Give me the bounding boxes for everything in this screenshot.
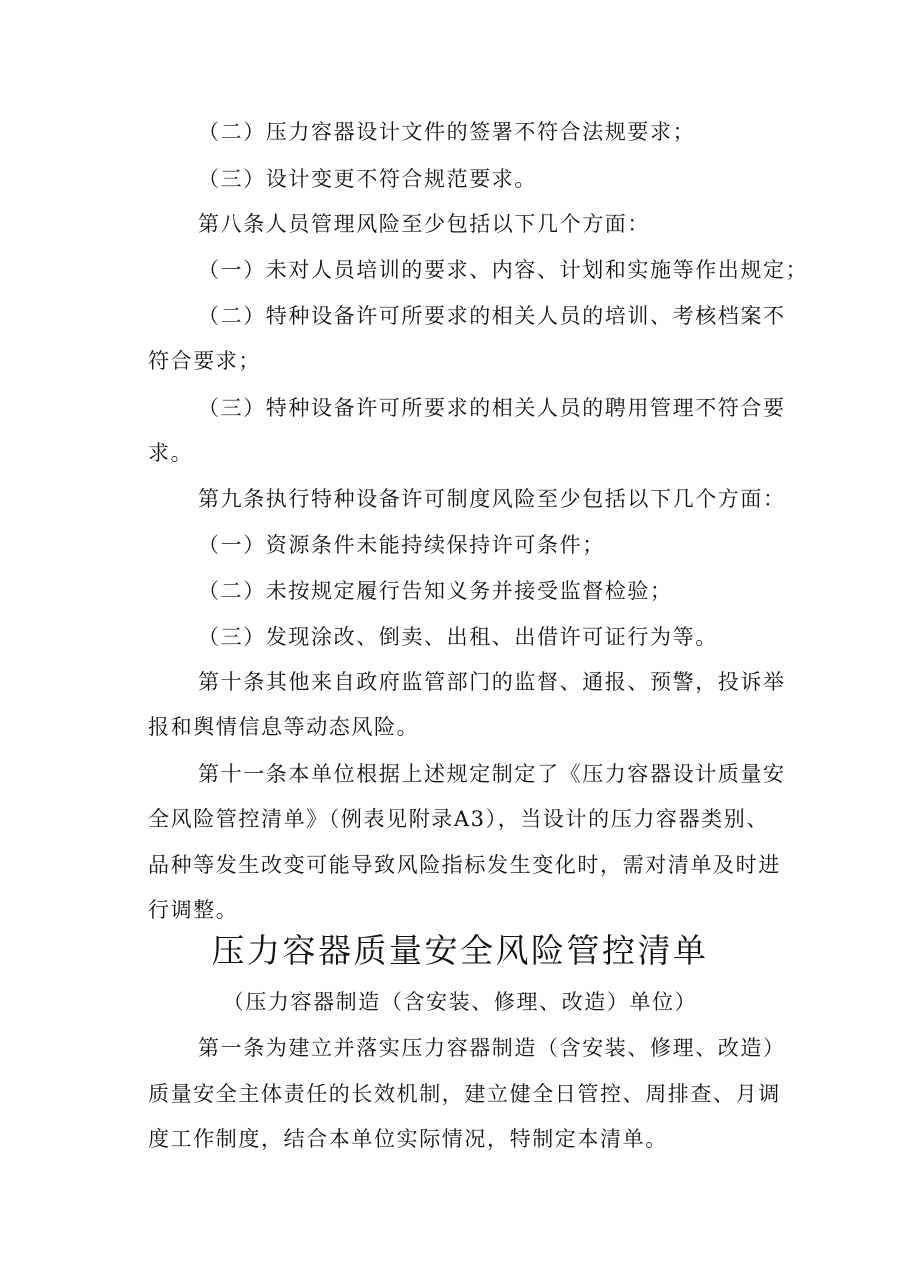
document-subtitle: （压力容器制造（含安装、修理、改造）单位） <box>222 990 698 1014</box>
text-line: 度工作制度，结合本单位实际情况，特制定本清单。 <box>148 1127 668 1151</box>
text-line: 第九条执行特种设备许可制度风险至少包括以下几个方面： <box>198 487 786 511</box>
text-line: （三）发现涂改、倒卖、出租、出借许可证行为等。 <box>198 625 718 649</box>
text-line: 符合要求； <box>148 349 261 373</box>
text-line: 全风险管控清单》（例表见附录A3），当设计的压力容器类别、 <box>148 807 769 831</box>
text-line: 第八条人员管理风险至少包括以下几个方面： <box>198 212 650 236</box>
text-line: （三）特种设备许可所要求的相关人员的聘用管理不符合要 <box>198 396 786 420</box>
text-line: 求。 <box>148 441 194 465</box>
text-line: （一）资源条件未能持续保持许可条件； <box>198 533 605 557</box>
text-line: 报和舆情信息等动态风险。 <box>148 715 420 739</box>
text-line: （二）压力容器设计文件的签署不符合法规要求； <box>198 120 696 144</box>
text-line: 第十一条本单位根据上述规定制定了《压力容器设计质量安 <box>198 762 786 786</box>
document-title: 压力容器质量安全风险管控清单 <box>211 931 709 970</box>
text-line: （三）设计变更不符合规范要求。 <box>198 167 537 191</box>
text-line: 质量安全主体责任的长效机制，建立健全日管控、周排查、月调 <box>148 1082 781 1106</box>
text-line: 行调整。 <box>148 898 239 922</box>
text-line: （一）未对人员培训的要求、内容、计划和实施等作出规定； <box>198 258 809 282</box>
text-line: 品种等发生改变可能导致风险指标发生变化时，需对清单及时进 <box>148 853 781 877</box>
text-line: 第十条其他来自政府监管部门的监督、通报、预警，投诉举 <box>198 670 786 694</box>
text-line: （二）特种设备许可所要求的相关人员的培训、考核档案不 <box>198 304 786 328</box>
text-line: 第一条为建立并落实压力容器制造（含安装、修理、改造） <box>198 1036 786 1060</box>
text-line: （二）未按规定履行告知义务并接受监督检验； <box>198 579 673 603</box>
